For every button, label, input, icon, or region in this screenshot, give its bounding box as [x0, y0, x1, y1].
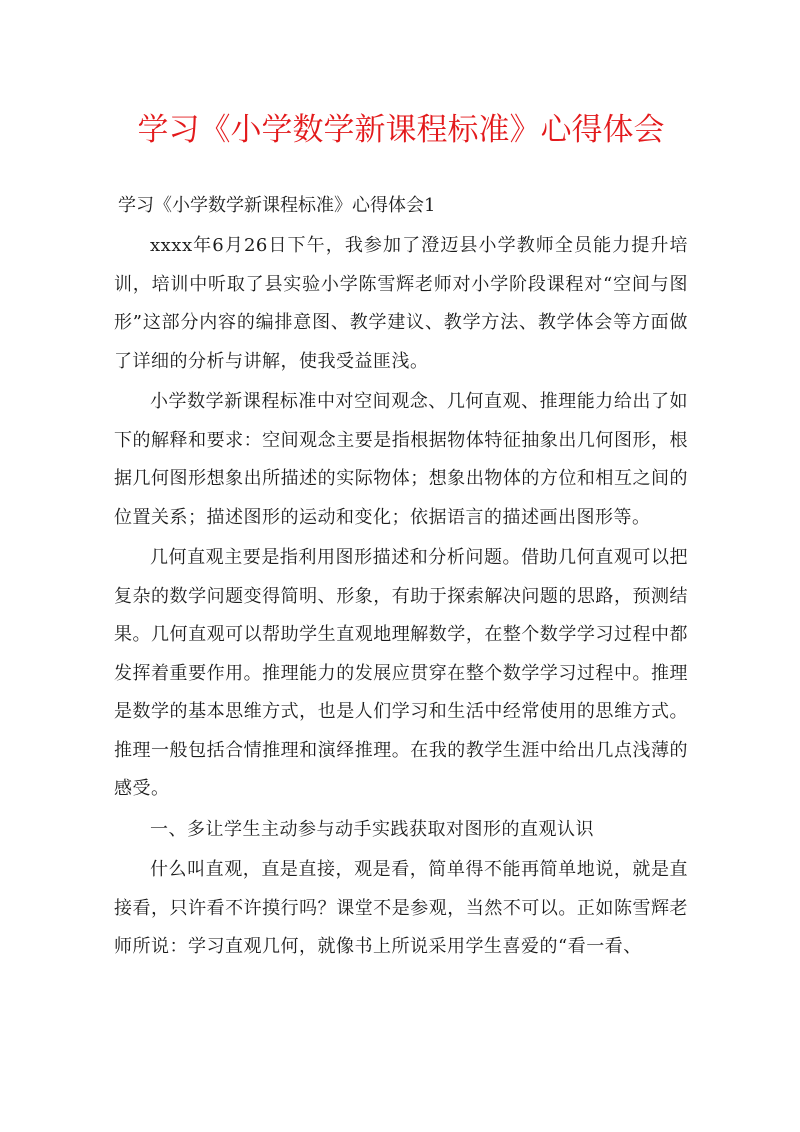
paragraph-2: 小学数学新课程标准中对空间观念、几何直观、推理能力给出了如下的解释和要求：空间观念主要是指根据物体特征抽象出几何图形，根据几何图形想象出所描述的实际物体；想象出物体的方位和相互之间的位置关系；描述图形的运动和变化；依据语言的描述画出图形等。 — [114, 391, 688, 528]
paragraph-4-heading: 一、多让学生主动参与动手实践获取对图形的直观认识 — [150, 818, 594, 840]
paragraph-1: xxxx年6月26日下午，我参加了澄迈县小学教师全员能力提升培训，培训中听取了县实验小学陈雪辉老师对小学阶段课程对“空间与图形”这部分内容的编排意图、教学建议、教学方法、教学体会等方面做了详细的分析与讲解，使我受益匪浅。 — [114, 235, 688, 372]
paragraph-3: 几何直观主要是指利用图形描述和分析问题。借助几何直观可以把复杂的数学问题变得简明、形象，有助于探索解决问题的思路，预测结果。几何直观可以帮助学生直观地理解数学，在整个数学学习过程中都发挥着重要作用。推理能力的发展应贯穿在整个数学学习过程中。推理是数学的基本思维方式，也是人们学习和生活中经常使用的思维方式。推理一般包括合情推理和演绎推理。在我的教学生涯中给出几点浅薄的感受。 — [114, 547, 688, 799]
paragraph-5: 什么叫直观，直是直接，观是看，简单得不能再简单地说，就是直接看，只许看不许摸行吗？课堂不是参观，当然不可以。正如陈雪辉老师所说：学习直观几何，就像书上所说采用学生喜爱的“看一看、 — [114, 859, 688, 957]
section-heading: 学习《小学数学新课程标准》心得体会1 — [118, 195, 436, 216]
document-title: 学习《小学数学新课程标准》心得体会 — [137, 112, 665, 148]
